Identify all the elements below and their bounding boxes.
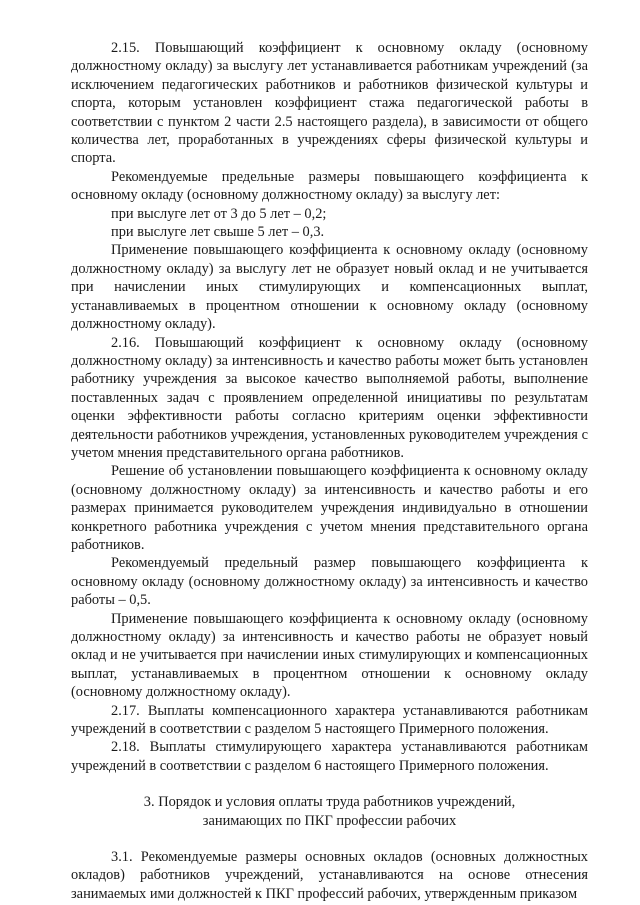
- paragraph-2-15: 2.15. Повышающий коэффициент к основному окладу (основному должностному окладу) за выслугу лет устанавливается работникам учреждений (за исключением педагогических работников и работников физической культуры и спорта, которым установлен коэффициент стажа педагогической работы в соответствии с пунктом 2 части 2.5 настоящего раздела), в зависимости от общего количества лет, проработанных в учреждениях сферы физической культуры и спорта.: [71, 40, 588, 167]
- section-3-heading-line-1: 3. Порядок и условия оплаты труда работников учреждений,: [143, 794, 516, 811]
- section-gap: [71, 775, 588, 793]
- paragraph-2-18: 2.18. Выплаты стимулирующего характера устанавливаются работникам учреждений в соответствии с разделом 6 настоящего Примерного положения.: [71, 739, 588, 774]
- document-page: [71, 39, 588, 903]
- paragraph-decision: Решение об установлении повышающего коэффициента к основному окладу (основному должностному окладу) за интенсивность и качество работы и его размерах принимается руководителем учреждения индивидуально в отношении конкретного работника учреждения с учетом мнения представительного органа работников.: [71, 463, 588, 553]
- paragraph-recommended-sizes-seniority: Рекомендуемые предельные размеры повышающего коэффициента к основному окладу (основному должностному окладу) за выслугу лет:: [71, 168, 588, 204]
- list-item-seniority-over-5: при выслуге лет свыше 5 лет – 0,3.: [111, 224, 325, 241]
- paragraph-2-16: 2.16. Повышающий коэффициент к основному окладу (основному должностному окладу) за интенсивность и качество работы может быть установлен работнику учреждения за высокое качество выполняемой работы, выполнение поставленных задач с проявлением определенной инициативы по результатам оценки эффективности работы согласно критериям оценки эффективности деятельности работников учреждения, установленных руководителем учреждения с учетом мнения представительного органа работников.: [71, 334, 588, 461]
- paragraph-application-intensity: Применение повышающего коэффициента к основному окладу (основному должностному окладу) за интенсивность и качество работы не образует новый оклад и не учитывается при начислении иных стимулирующих и компенсационных выплат, устанавливаемых в процентном отношении к основному окладу (основному должностному окладу).: [71, 610, 588, 701]
- section-3-heading-line-2: занимающих по ПКГ профессии рабочих: [202, 812, 457, 829]
- paragraph-recommended-size-intensity: Рекомендуемый предельный размер повышающего коэффициента к основному окладу (основному должностному окладу) за интенсивность и качество работы – 0,5.: [71, 555, 588, 609]
- section-gap: [71, 830, 588, 848]
- paragraph-application-seniority: Применение повышающего коэффициента к основному окладу (основному должностному окладу) за выслугу лет не образует новый оклад и не учитывается при начислении иных стимулирующих и компенсационных выплат, устанавливаемых в процентном отношении к основному окладу (основному должностному окладу).: [71, 242, 588, 333]
- paragraph-2-17: 2.17. Выплаты компенсационного характера устанавливаются работникам учреждений в соответствии с разделом 5 настоящего Примерного положения.: [71, 702, 588, 738]
- paragraph-3-1: 3.1. Рекомендуемые размеры основных окладов (основных должностных окладов) работников учреждений, устанавливаются на основе отнесения занимаемых ими должностей к ПКГ профессий рабочих, утвержденным приказом: [71, 849, 588, 902]
- list-item-seniority-3-5: при выслуге лет от 3 до 5 лет – 0,2;: [111, 205, 327, 222]
